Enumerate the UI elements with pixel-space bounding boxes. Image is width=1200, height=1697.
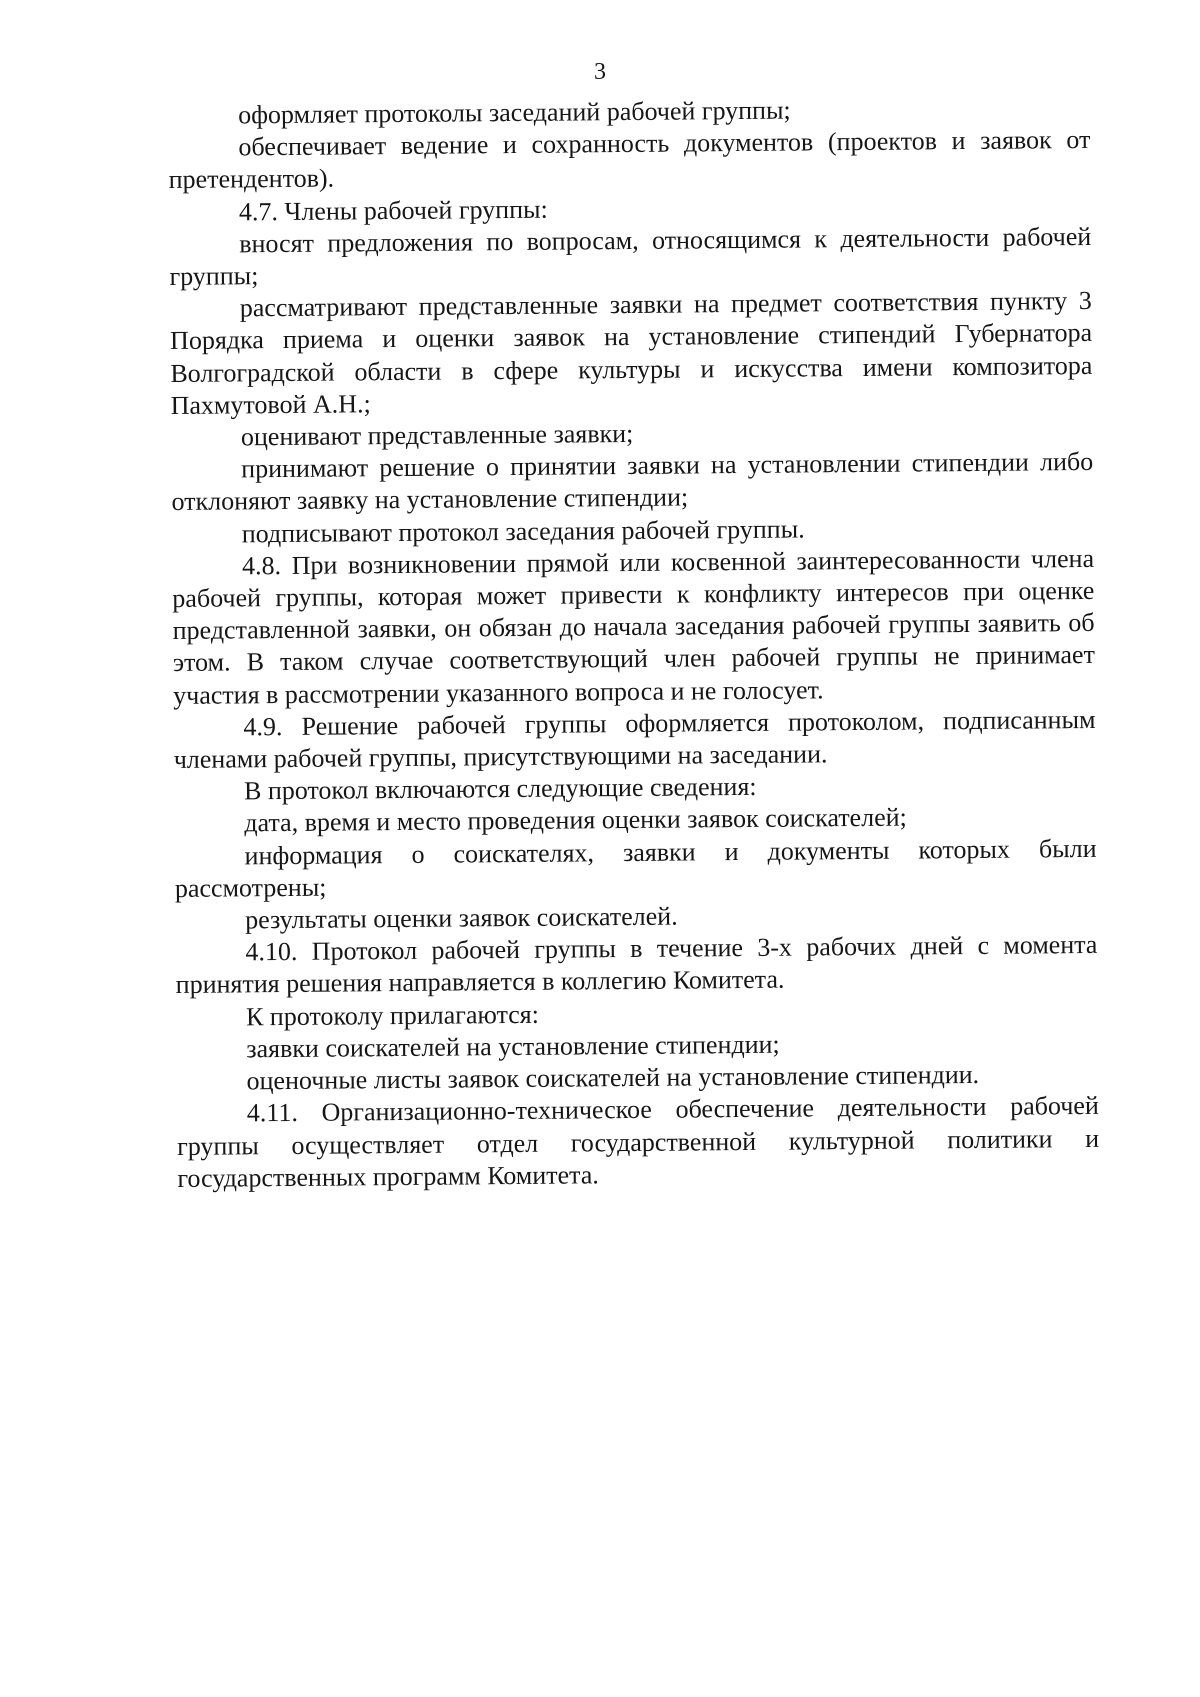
paragraph: К протоколу прилагаются: xyxy=(245,999,540,1032)
paragraph: оформляет протоколы заседаний рабочей группы; xyxy=(238,95,791,130)
paragraph: В протокол включаются следующие сведения: xyxy=(243,772,757,806)
clause-4-11: 4.11. Организационно-техническое обеспечение деятельности рабочей группы осуществляет отдел государственной культурной политики и государственных программ Комитета. xyxy=(177,1091,1100,1193)
page-number: 3 xyxy=(594,59,606,85)
document-body xyxy=(168,92,1100,1195)
paragraph: результаты оценки заявок соискателей. xyxy=(245,901,678,935)
paragraph: дата, время и место проведения оценки заявок соискателей; xyxy=(244,803,907,838)
paragraph: рассматривают представленные заявки на предмет соответствия пункту 3 Порядка приема и оценки заявок на установление стипендий Губернатора Волгоградской области в сфере культуры и искусства имени композитора Пахмутовой А.Н.; xyxy=(169,286,1093,420)
paragraph: обеспечивает ведение и сохранность документов (проектов и заявок от претендентов). xyxy=(168,125,1091,195)
clause-4-10: 4.10. Протокол рабочей группы в течение 3-х рабочих дней с момента принятия решения направляется в коллегию Комитета. xyxy=(175,930,1098,1000)
paragraph: информация о соискателях, заявки и документы которых были рассмотрены; xyxy=(174,833,1097,903)
paragraph: вносят предложения по вопросам, относящимся к деятельности рабочей группы; xyxy=(169,221,1092,292)
clause-4-9: 4.9. Решение рабочей группы оформляется протоколом, подписанным членами рабочей группы, присутствующими на заседании. xyxy=(173,704,1096,775)
clause-4-7-heading: 4.7. Члены рабочей группы: xyxy=(238,194,548,226)
paragraph: подписывают протокол заседания рабочей группы. xyxy=(241,514,805,549)
paragraph: заявки соискателей на установление стипендии; xyxy=(246,1029,780,1064)
clause-4-8: 4.8. При возникновении прямой или косвенной заинтересованности члена рабочей группы, которая может привести к конфликту интересов при оценке представленной заявки, он обязан до начала заседания рабочей группы заявить об этом. В таком случае соответствующий член рабочей группы не принимает участия в рассмотрении указанного вопроса и не голосует. xyxy=(172,543,1096,710)
paragraph: оценочные листы заявок соискателей на установление стипендии. xyxy=(246,1060,980,1096)
paragraph: принимают решение о принятии заявки на установлении стипендии либо отклоняют заявку на установление стипендии; xyxy=(171,447,1094,517)
paragraph: оценивают представленные заявки; xyxy=(240,418,634,452)
